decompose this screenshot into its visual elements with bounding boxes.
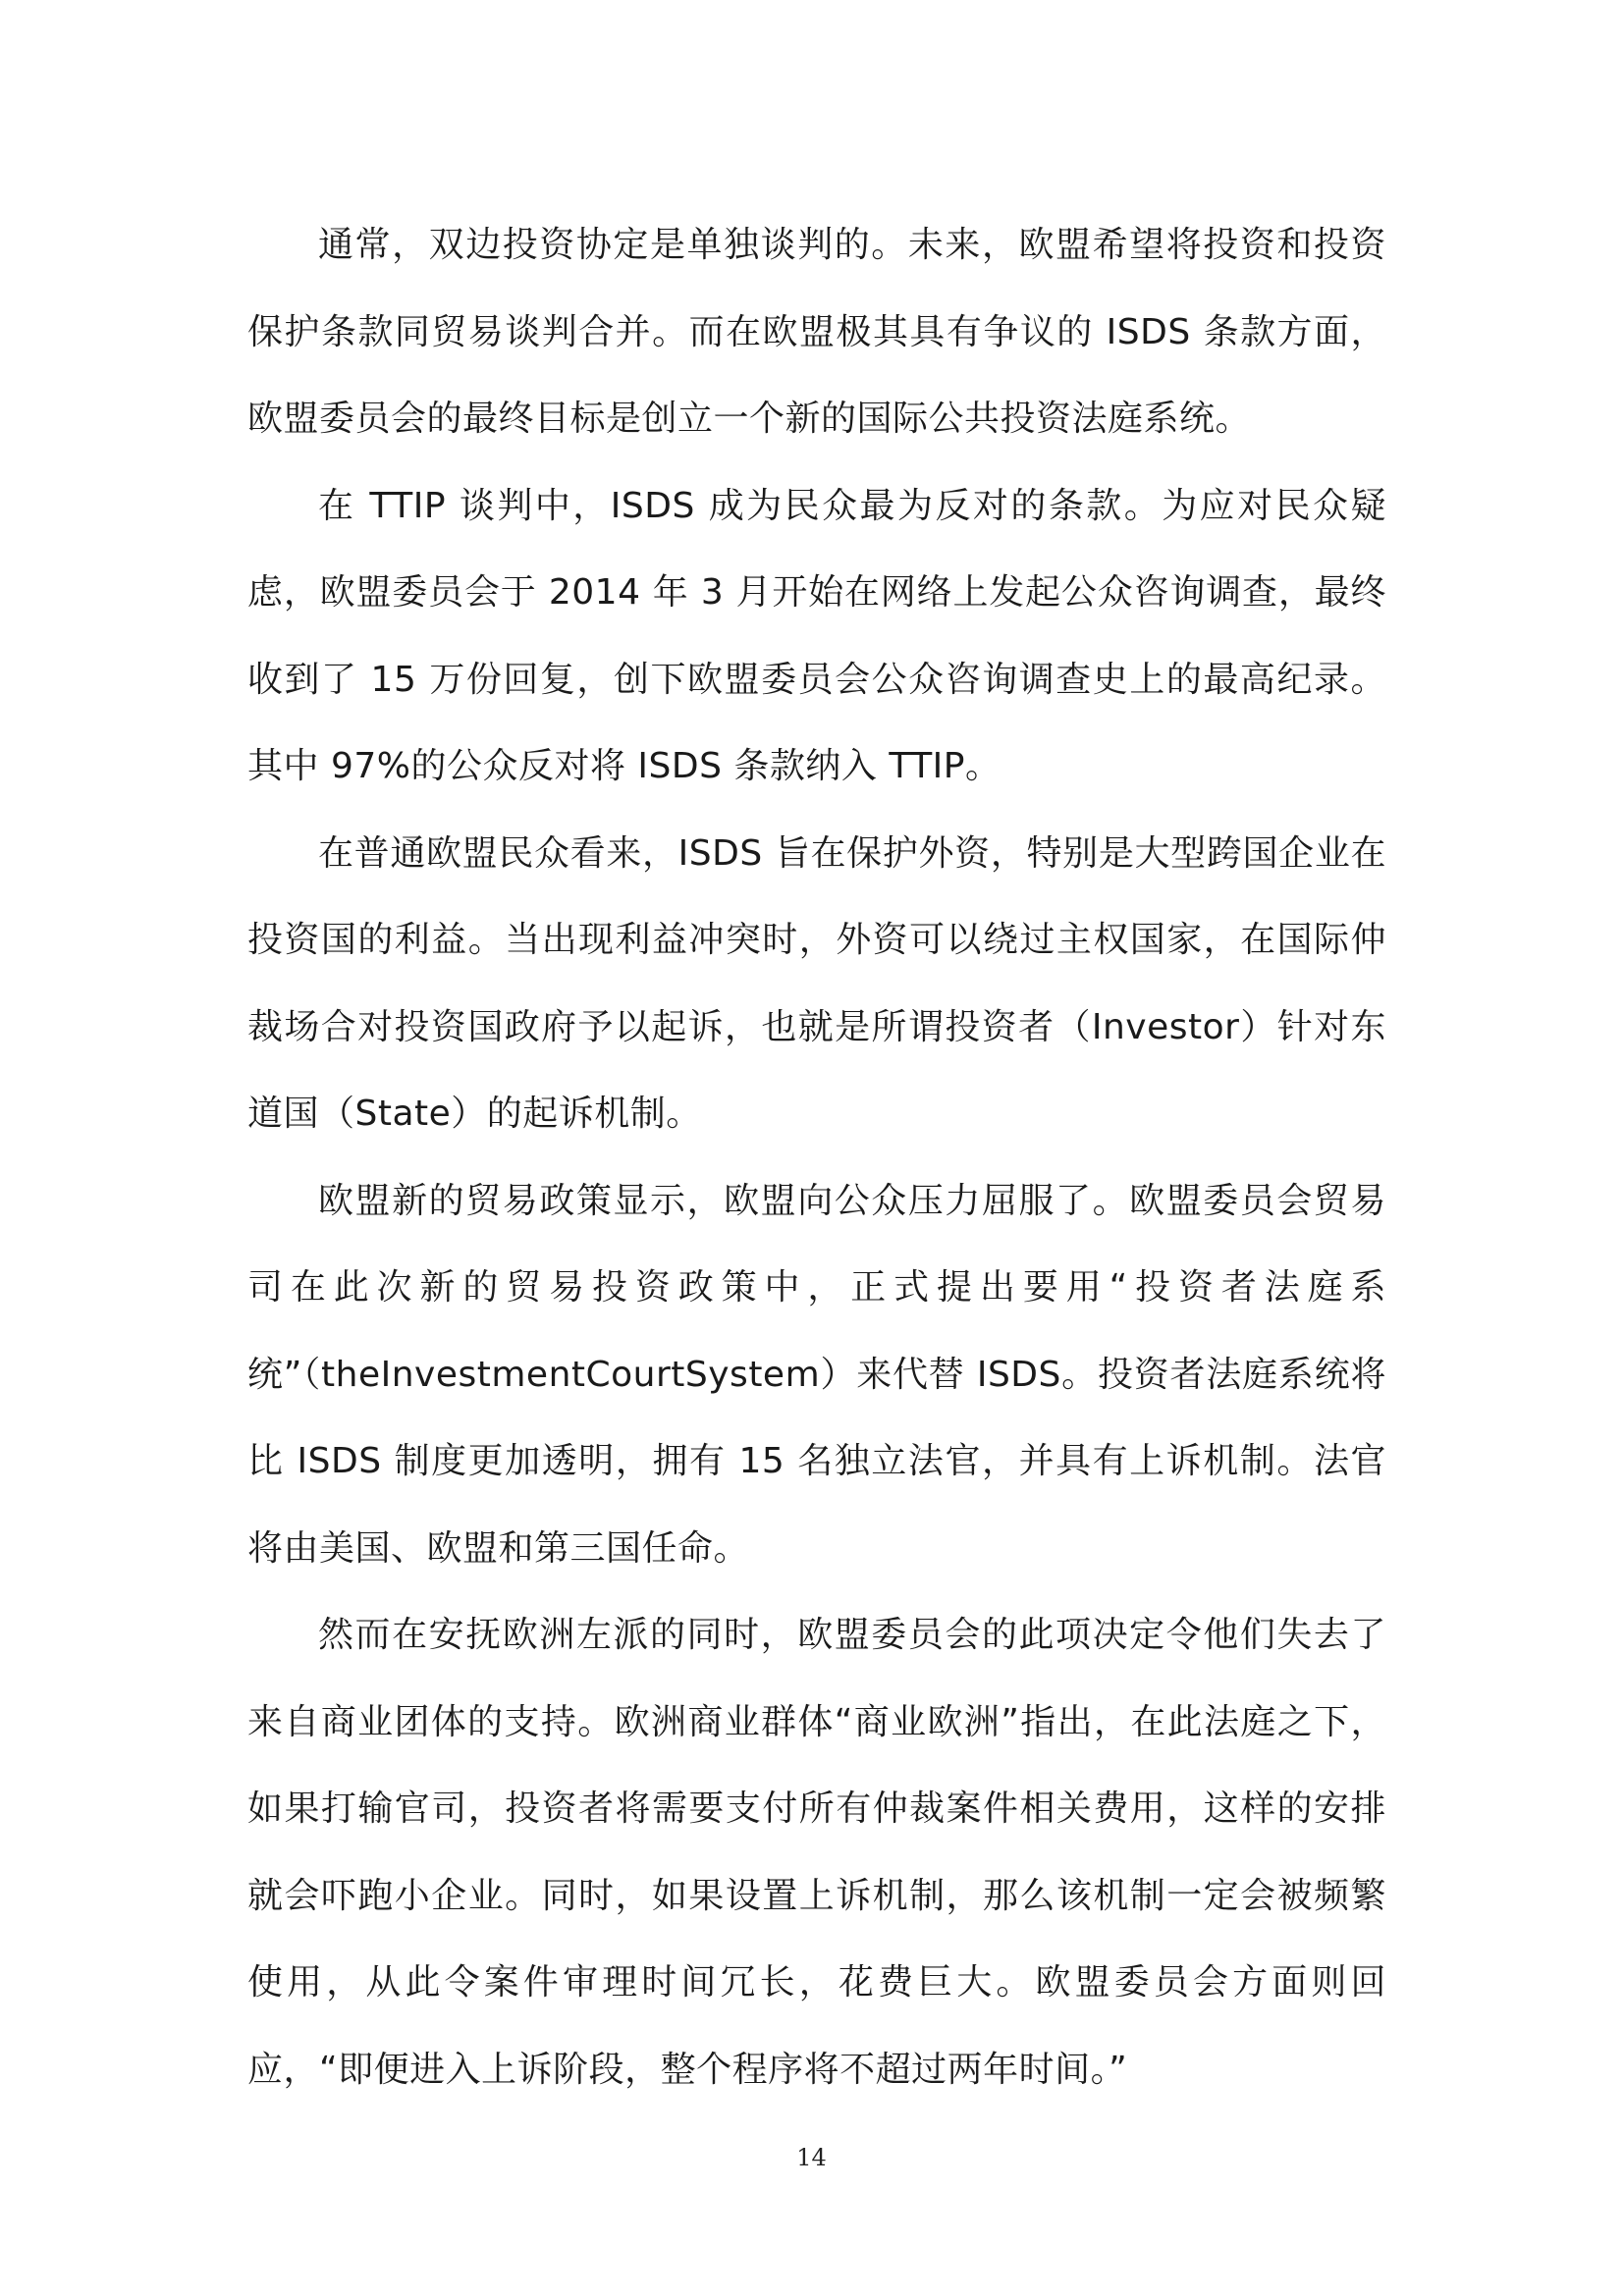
page-number: 14 xyxy=(796,2144,827,2171)
document-body xyxy=(247,202,1386,2113)
paragraph-1: 通常，双边投资协定是单独谈判的。未来，欧盟希望将投资和投资保护条款同贸易谈判合并。而在欧盟极其具有争议的 ISDS 条款方面，欧盟委员会的最终目标是创立一个新的国际公共投资法庭系统。 xyxy=(247,225,1386,439)
paragraph-4: 欧盟新的贸易政策显示，欧盟向公众压力屈服了。欧盟委员会贸易司在此次新的贸易投资政策中，正式提出要用“投资者法庭系统”（theInvestmentCourtSystem）来代替 ISDS。投资者法庭系统将比 ISDS 制度更加透明，拥有 15 名独立法官，并具有上诉机制。法官将由美国、欧盟和第三国任命。 xyxy=(247,1180,1386,1569)
paragraph-3: 在普通欧盟民众看来，ISDS 旨在保护外资，特别是大型跨国企业在投资国的利益。当出现利益冲突时，外资可以绕过主权国家，在国际仲裁场合对投资国政府予以起诉，也就是所谓投资者（Investor）针对东道国（State）的起诉机制。 xyxy=(247,832,1386,1134)
paragraph-2: 在 TTIP 谈判中，ISDS 成为民众最为反对的条款。为应对民众疑虑，欧盟委员会于 2014 年 3 月开始在网络上发起公众咨询调查，最终收到了 15 万份回复，创下欧盟委员会公众咨询调查史上的最高纪录。其中 97%的公众反对将 ISDS 条款纳入 TTIP。 xyxy=(247,485,1386,786)
paragraph-5: 然而在安抚欧洲左派的同时，欧盟委员会的此项决定令他们失去了来自商业团体的支持。欧洲商业群体“商业欧洲”指出，在此法庭之下，如果打输官司，投资者将需要支付所有仲裁案件相关费用，这样的安排就会吓跑小企业。同时，如果设置上诉机制，那么该机制一定会被频繁使用，从此令案件审理时间冗长，花费巨大。欧盟委员会方面则回应，“即便进入上诉阶段，整个程序将不超过两年时间。” xyxy=(247,1615,1386,2090)
